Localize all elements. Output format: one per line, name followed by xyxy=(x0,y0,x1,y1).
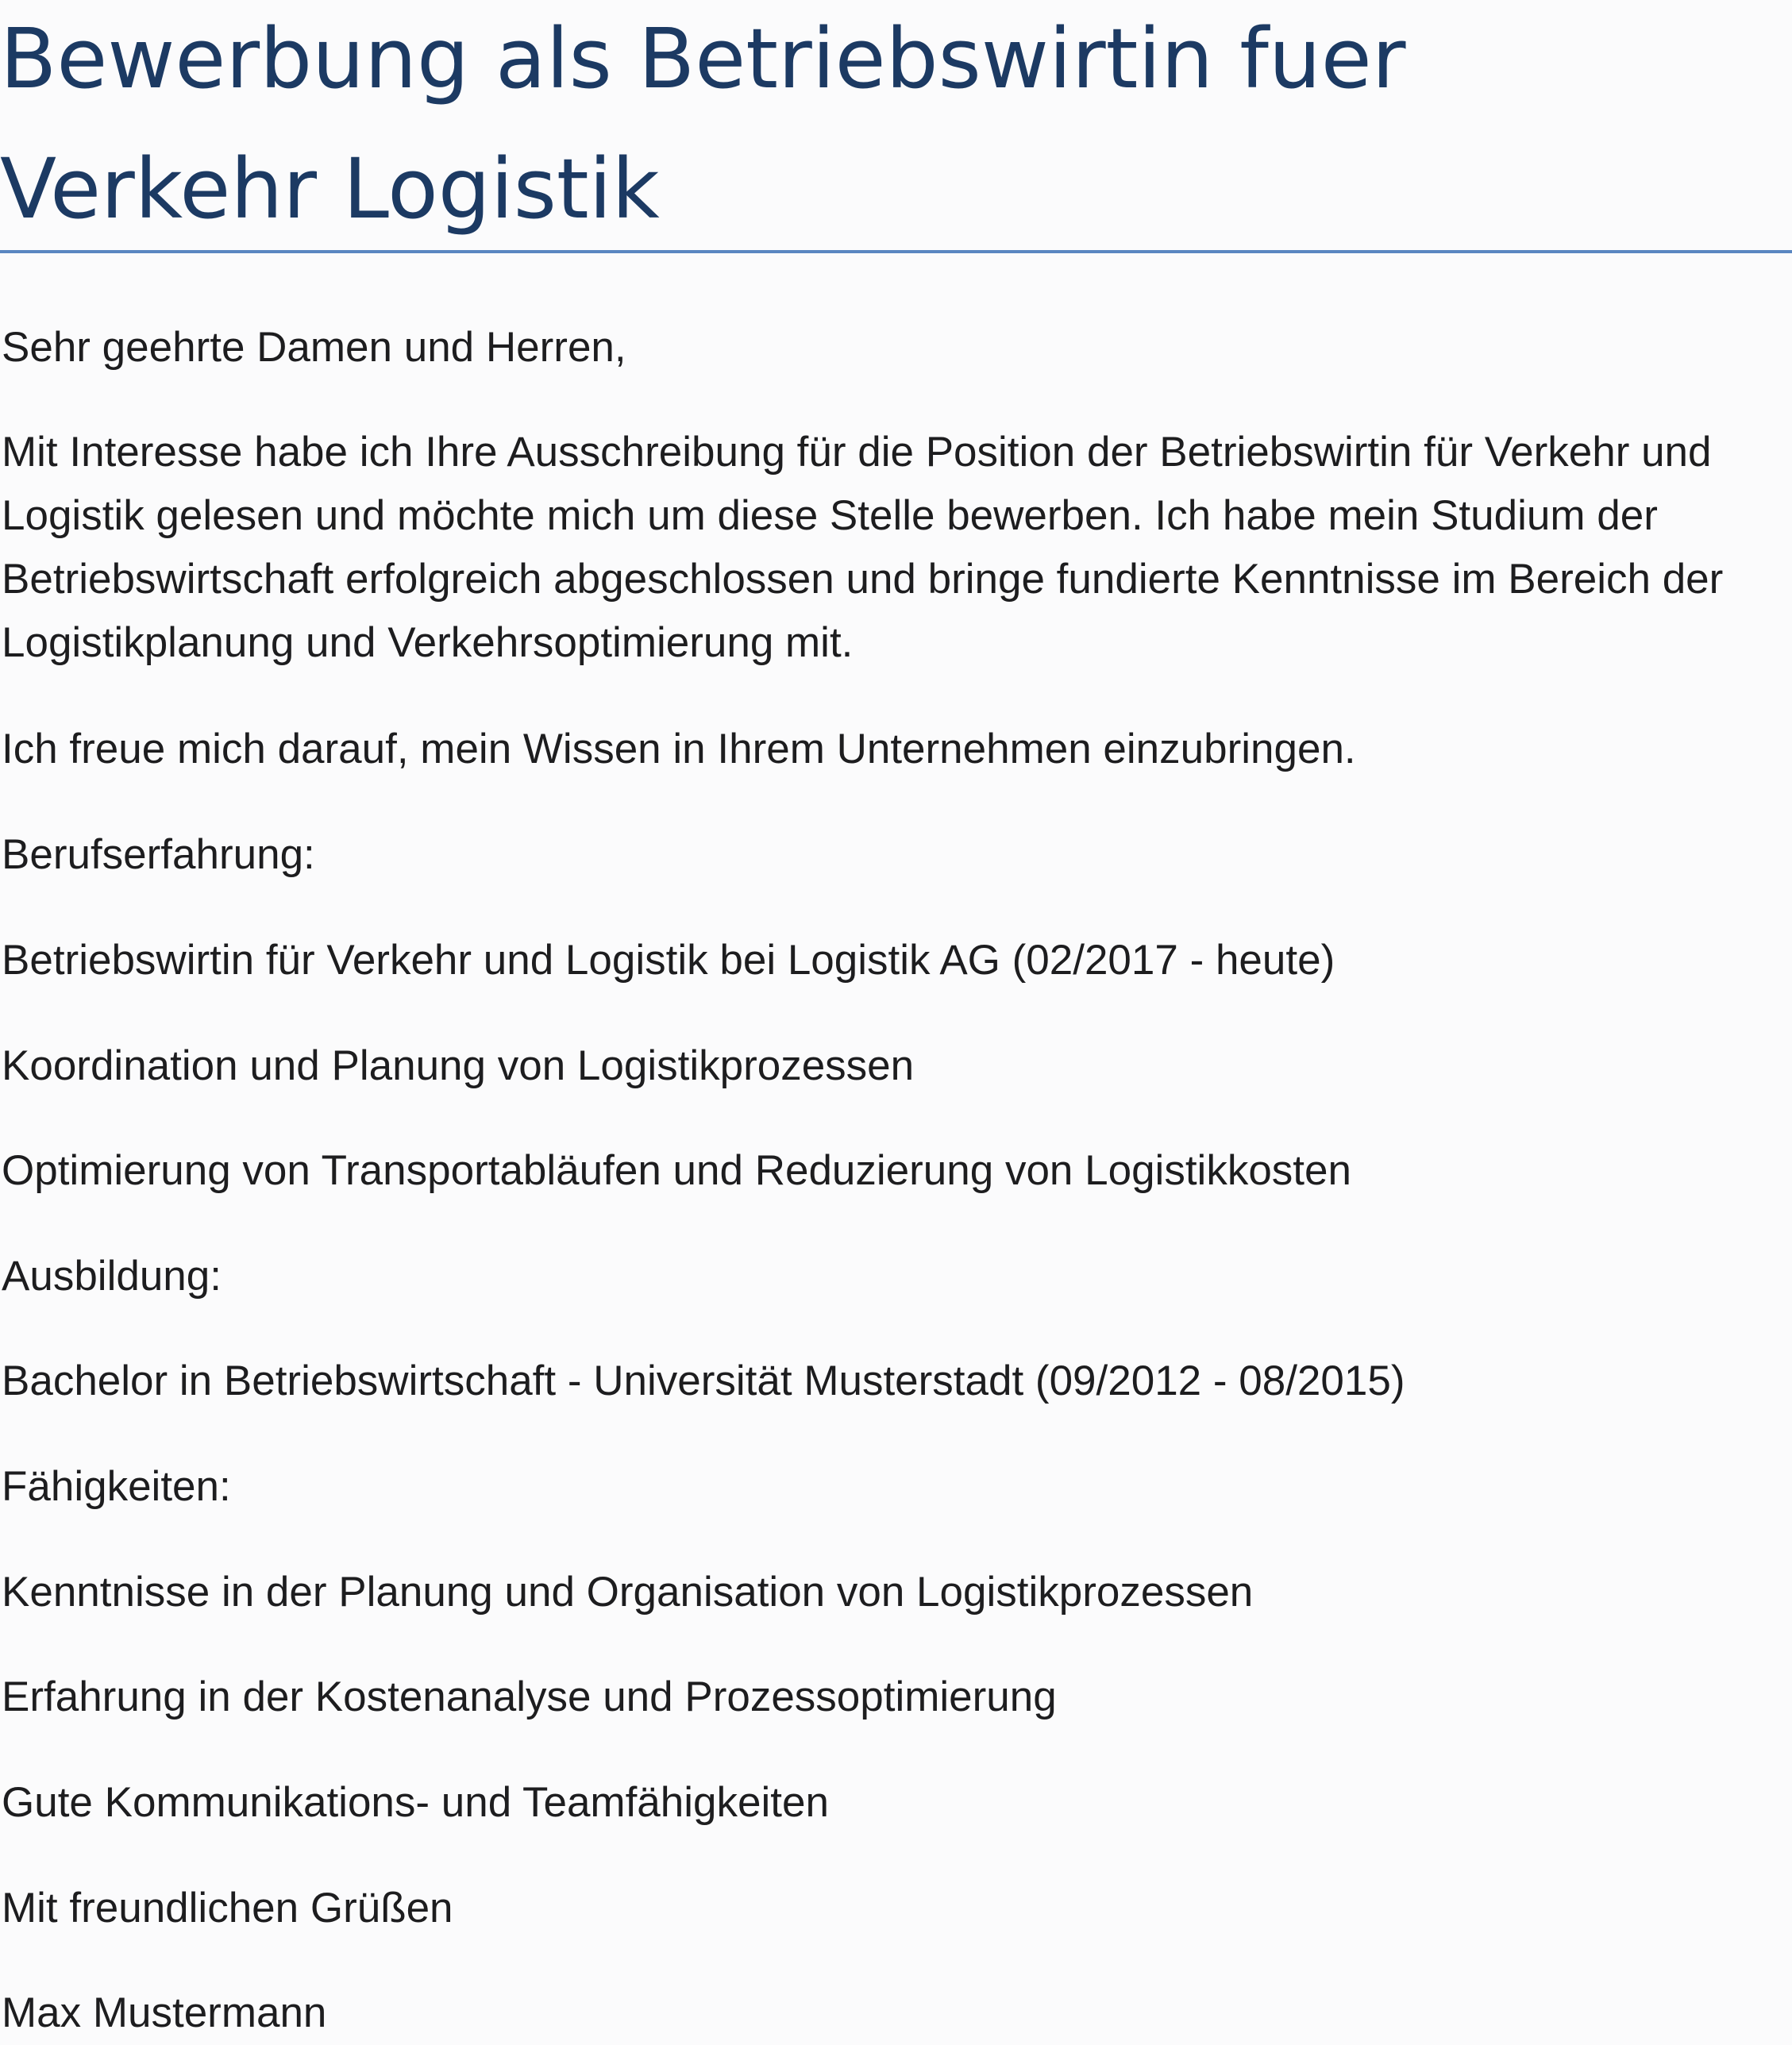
intro-line-3: Betriebswirtschaft erfolgreich abgeschlossen und bringe fundierte Kenntnisse im Bereich der xyxy=(2,556,1724,603)
skills-heading: Fähigkeiten: xyxy=(2,1463,231,1510)
education-item: Bachelor in Betriebswirtschaft - Universität Musterstadt (09/2012 - 08/2015) xyxy=(2,1358,1405,1404)
title-divider xyxy=(0,250,1792,253)
experience-item: Koordination und Planung von Logistikprozessen xyxy=(2,1042,915,1089)
salutation: Sehr geehrte Damen und Herren, xyxy=(2,324,626,371)
intro-line-4: Logistikplanung und Verkehrsoptimierung mit. xyxy=(2,619,854,666)
intro-line-1: Mit Interesse habe ich Ihre Ausschreibung für die Position der Betriebswirtin für Verkehr und xyxy=(2,429,1712,476)
education-heading: Ausbildung: xyxy=(2,1253,222,1300)
closing: Mit freundlichen Grüßen xyxy=(2,1885,453,1931)
document-title: Bewerbung als Betriebswirtin fuer Verkehr Logistik xyxy=(0,10,1406,237)
experience-heading: Berufserfahrung: xyxy=(2,831,315,878)
experience-item: Betriebswirtin für Verkehr und Logistik bei Logistik AG (02/2017 - heute) xyxy=(2,937,1335,984)
skill-item: Kenntnisse in der Planung und Organisation von Logistikprozessen xyxy=(2,1569,1254,1616)
experience-item: Optimierung von Transportabläufen und Reduzierung von Logistikkosten xyxy=(2,1147,1351,1194)
skill-item: Gute Kommunikations- und Teamfähigkeiten xyxy=(2,1779,829,1826)
intro-line-2: Logistik gelesen und möchte mich um diese Stelle bewerben. Ich habe mein Studium der xyxy=(2,492,1658,539)
signature-name: Max Mustermann xyxy=(2,1989,327,2036)
motivation-paragraph: Ich freue mich darauf, mein Wissen in Ihrem Unternehmen einzubringen. xyxy=(2,726,1356,772)
skill-item: Erfahrung in der Kostenanalyse und Prozessoptimierung xyxy=(2,1673,1057,1720)
